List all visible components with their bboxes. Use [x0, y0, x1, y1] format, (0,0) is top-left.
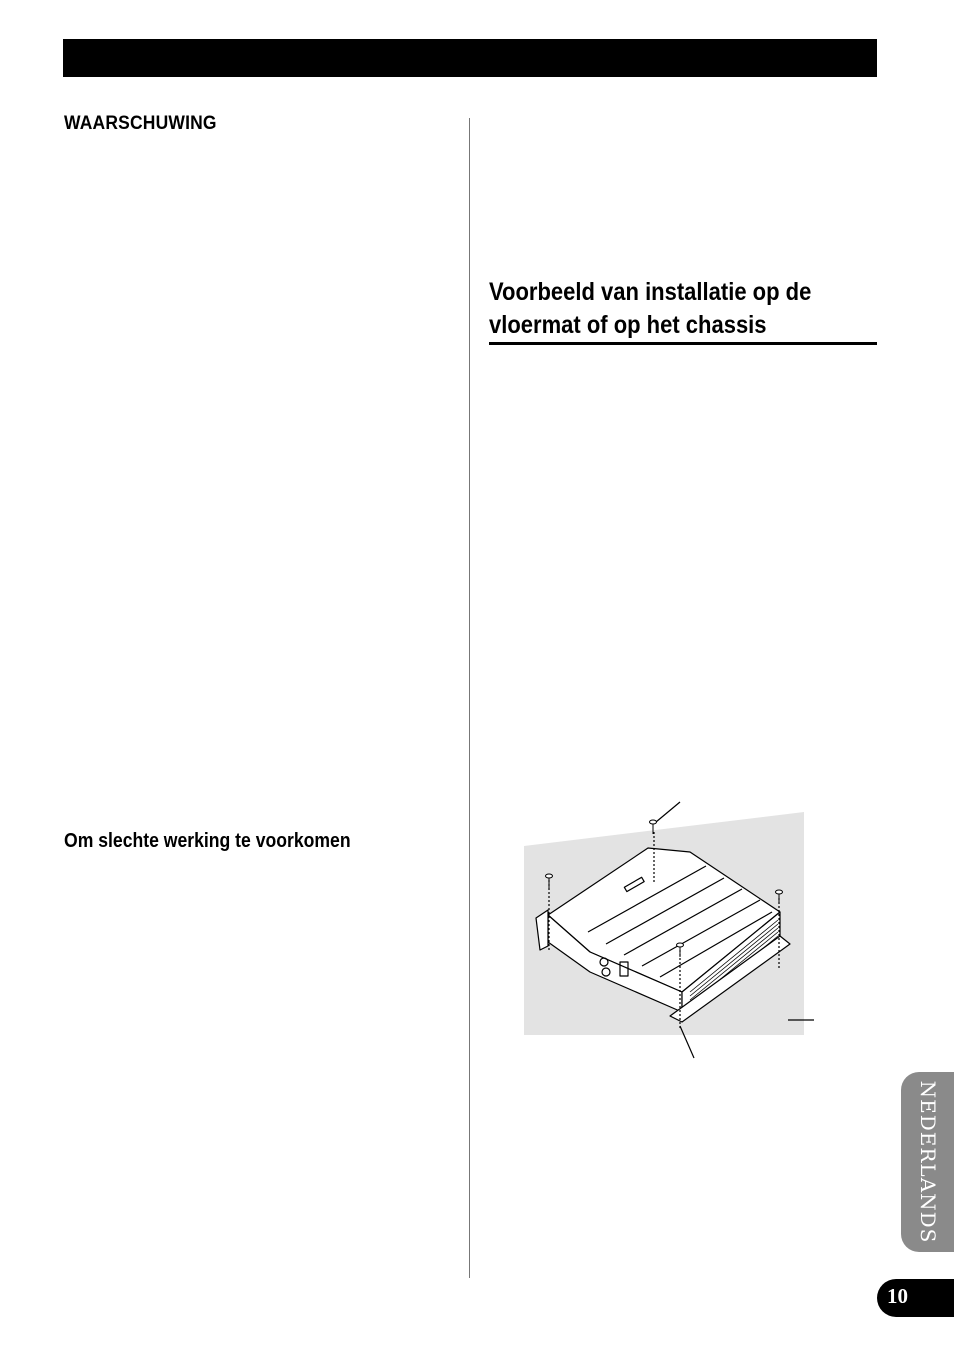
language-tab — [901, 1072, 954, 1252]
page-number-tab — [877, 1279, 954, 1317]
callout-leader-top — [656, 802, 680, 822]
amplifier-installation-illustration — [520, 798, 820, 1062]
section-title-line-2: vloermat of op het chassis — [489, 311, 767, 339]
section-title-underline — [489, 342, 877, 345]
section-title-line-1: Voorbeeld van installatie op de — [489, 278, 812, 306]
section-title — [489, 276, 830, 342]
column-divider — [469, 118, 470, 1278]
header-bar — [63, 39, 877, 77]
warning-heading: WAARSCHUWING — [64, 113, 217, 134]
page-number: 10 — [887, 1284, 908, 1308]
sub-heading: Om slechte werking te voorkomen — [64, 830, 351, 852]
language-label: NEDERLANDS — [915, 1080, 940, 1244]
